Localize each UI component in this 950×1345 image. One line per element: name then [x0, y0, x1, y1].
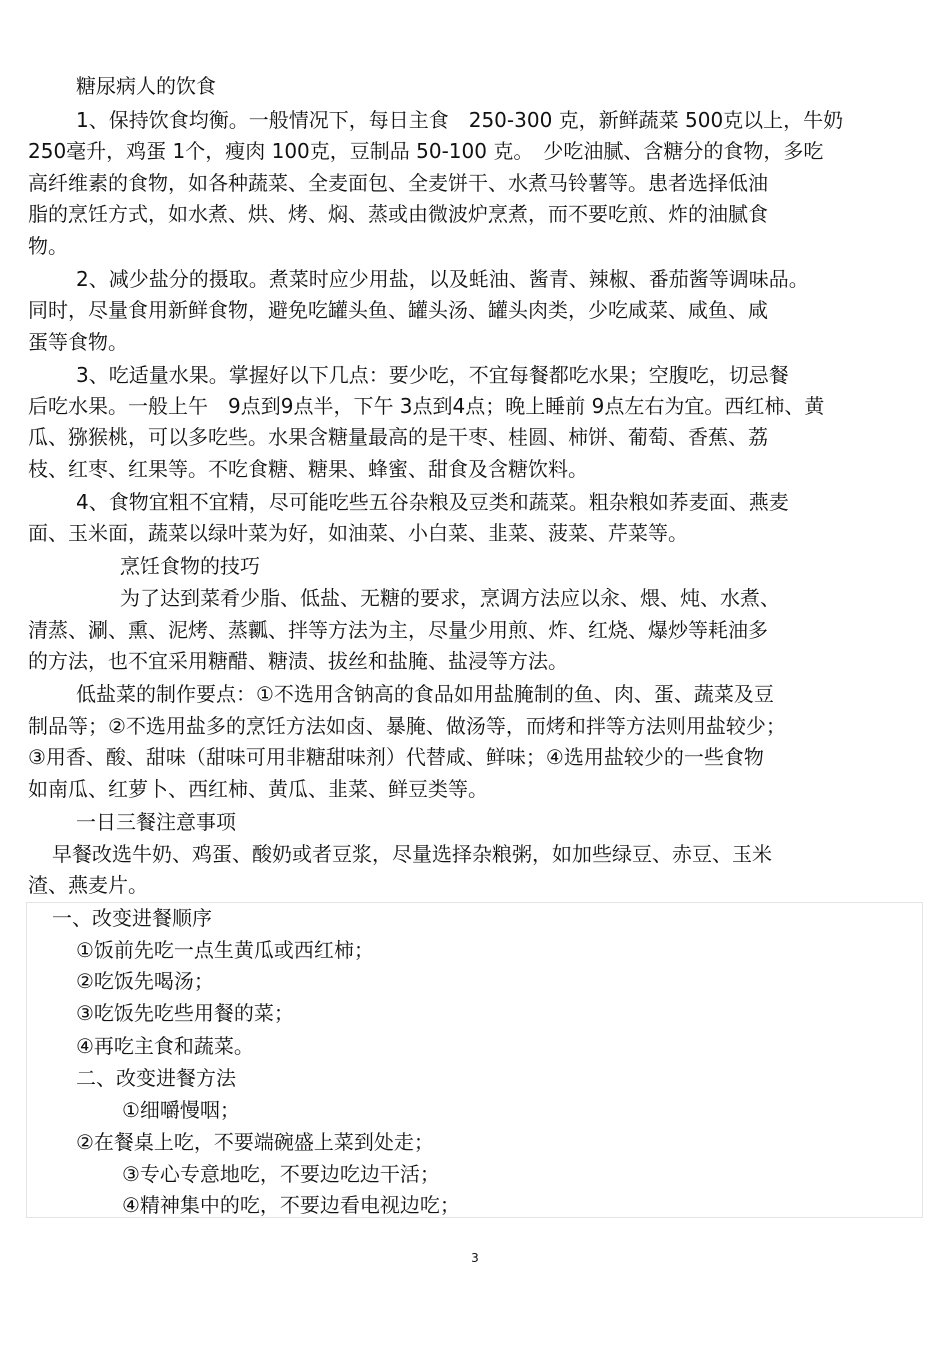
- list-heading: 一、改变进餐顺序: [52, 906, 212, 930]
- list-item: ④精神集中的吃，不要边看电视边吃；: [122, 1193, 460, 1217]
- list-item: ④再吃主食和蔬菜。: [76, 1034, 254, 1058]
- doc-title: 糖尿病人的饮食: [76, 74, 216, 98]
- paragraph-line: 4、食物宜粗不宜精，尽可能吃些五谷杂粮及豆类和蔬菜。粗杂粮如荞麦面、燕麦: [76, 490, 789, 514]
- paragraph-line: 同时，尽量食用新鲜食物，避免吃罐头鱼、罐头汤、罐头肉类，少吃咸菜、咸鱼、咸: [28, 298, 768, 322]
- paragraph-line: 瓜、猕猴桃，可以多吃些。水果含糖量最高的是干枣、桂圆、柿饼、葡萄、香蕉、荔: [28, 425, 768, 449]
- paragraph-line: 渣、燕麦片。: [28, 873, 148, 897]
- list-item: ②在餐桌上吃，不要端碗盛上菜到处走；: [76, 1130, 434, 1154]
- paragraph-line: 制品等；②不选用盐多的烹饪方法如卤、暴腌、做汤等，而烤和拌等方法则用盐较少；: [28, 714, 786, 738]
- section-heading: 烹饪食物的技巧: [120, 554, 260, 578]
- paragraph-line: 早餐改选牛奶、鸡蛋、酸奶或者豆浆，尽量选择杂粮粥，如加些绿豆、赤豆、玉米: [52, 842, 772, 866]
- paragraph-line: 蛋等食物。: [28, 330, 128, 354]
- paragraph-line: 3、吃适量水果。掌握好以下几点：要少吃，不宜每餐都吃水果；空腹吃，切忌餐: [76, 363, 789, 387]
- paragraph-line: 如南瓜、红萝卜、西红柿、黄瓜、韭菜、鲜豆类等。: [28, 777, 488, 801]
- paragraph-line: 物。: [28, 234, 68, 258]
- paragraph-line: 2、减少盐分的摄取。煮菜时应少用盐，以及蚝油、酱青、辣椒、番茄酱等调味品。: [76, 267, 809, 291]
- paragraph-line: 脂的烹饪方式，如水煮、烘、烤、焖、蒸或由微波炉烹煮，而不要吃煎、炸的油腻食: [28, 202, 768, 226]
- list-item: ②吃饭先喝汤；: [76, 969, 214, 993]
- list-item: ③吃饭先吃些用餐的菜；: [76, 1001, 294, 1025]
- list-heading: 二、改变进餐方法: [76, 1066, 236, 1090]
- paragraph-line: 面、玉米面，蔬菜以绿叶菜为好，如油菜、小白菜、韭菜、菠菜、芹菜等。: [28, 521, 688, 545]
- paragraph-line: 后吃水果。一般上午 9点到9点半，下午 3点到4点；晚上睡前 9点左右为宜。西红柿、黄: [28, 394, 825, 418]
- paragraph-line: 的方法，也不宜采用糖醋、糖渍、拔丝和盐腌、盐浸等方法。: [28, 649, 568, 673]
- list-item: ①细嚼慢咽；: [122, 1098, 240, 1122]
- paragraph-line: 低盐菜的制作要点：①不选用含钠高的食品如用盐腌制的鱼、肉、蛋、蔬菜及豆: [76, 682, 774, 706]
- list-item: ①饭前先吃一点生黄瓜或西红柿；: [76, 938, 374, 962]
- paragraph-line: 高纤维素的食物，如各种蔬菜、全麦面包、全麦饼干、水煮马铃薯等。患者选择低油: [28, 171, 768, 195]
- section-heading: 一日三餐注意事项: [76, 810, 236, 834]
- paragraph-line: ③用香、酸、甜味（甜味可用非糖甜味剂）代替咸、鲜味；④选用盐较少的一些食物: [28, 745, 764, 769]
- list-item: ③专心专意地吃，不要边吃边干活；: [122, 1162, 440, 1186]
- page-number: 3: [471, 1251, 479, 1265]
- paragraph-line: 枝、红枣、红果等。不吃食糖、糖果、蜂蜜、甜食及含糖饮料。: [28, 457, 588, 481]
- paragraph-line: 250毫升，鸡蛋 1个，瘦肉 100克，豆制品 50-100 克。 少吃油腻、含糖分的食物，多吃: [28, 139, 824, 163]
- paragraph-line: 为了达到菜肴少脂、低盐、无糖的要求，烹调方法应以汆、煨、炖、水煮、: [120, 586, 780, 610]
- paragraph-line: 1、保持饮食均衡。一般情况下，每日主食 250-300 克，新鲜蔬菜 500克以上，牛奶: [76, 108, 844, 132]
- paragraph-line: 清蒸、涮、熏、泥烤、蒸瓤、拌等方法为主，尽量少用煎、炸、红烧、爆炒等耗油多: [28, 618, 768, 642]
